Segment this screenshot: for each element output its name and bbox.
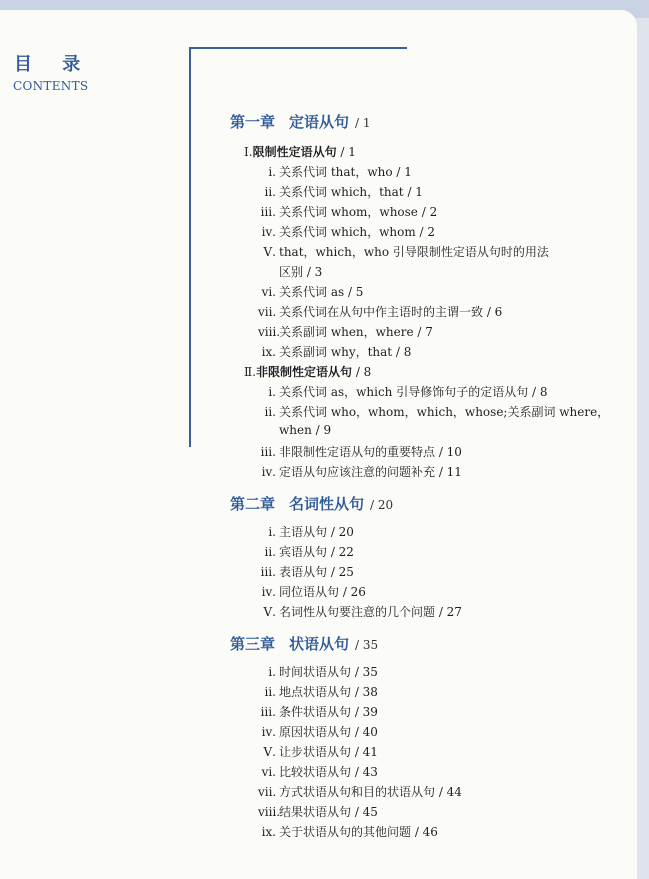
item-marker: ⅷ. xyxy=(258,805,281,819)
toc-item-continued xyxy=(279,423,331,437)
chapter-page: / 20 xyxy=(370,498,394,512)
item-marker: ⅳ. xyxy=(261,465,276,479)
item-marker: ⅱ. xyxy=(264,185,276,199)
toc-item[interactable] xyxy=(258,443,462,460)
item-text: 关系代词 who，whom，which，whose;关系副词 where， xyxy=(279,405,610,419)
item-marker: ⅰ. xyxy=(268,525,276,539)
item-marker: ⅰ. xyxy=(268,665,276,679)
item-marker: ⅶ. xyxy=(258,305,277,319)
item-text: 时间状语从句 / 35 xyxy=(279,665,378,679)
chapter-title: 状语从句 xyxy=(289,635,350,653)
chapter-number: 第三章 xyxy=(230,635,276,653)
section-page: / 8 xyxy=(355,365,372,379)
item-marker: ⅲ. xyxy=(260,705,276,719)
page-sheet xyxy=(0,10,637,879)
item-marker: ⅵ. xyxy=(261,765,276,779)
item-marker: Ⅴ. xyxy=(263,605,276,619)
contents-title: 目 录 xyxy=(14,54,93,75)
toc-item[interactable] xyxy=(258,323,433,340)
frame-top-rule xyxy=(189,47,407,49)
chapter-title: 名词性从句 xyxy=(289,495,365,513)
item-text: 表语从句 / 25 xyxy=(279,565,354,579)
toc-section[interactable] xyxy=(244,363,371,380)
item-text: 关系代词 as / 5 xyxy=(279,285,364,299)
toc-item[interactable] xyxy=(258,583,366,600)
toc-item[interactable] xyxy=(258,723,378,740)
contents-subtitle: CONTENTS xyxy=(13,79,89,93)
frame-left-rule xyxy=(189,47,191,447)
item-text: 非限制性定语从句的重要特点 / 10 xyxy=(279,445,462,459)
item-text: 关于状语从句的其他问题 / 46 xyxy=(279,825,438,839)
section-marker: Ⅰ. xyxy=(244,145,253,159)
toc-item-continued xyxy=(279,263,322,280)
item-marker: Ⅴ. xyxy=(263,245,276,259)
item-marker: ⅳ. xyxy=(261,225,276,239)
item-marker: ⅰ. xyxy=(268,385,276,399)
item-text: 定语从句应该注意的问题补充 / 11 xyxy=(279,465,462,479)
item-marker: ⅱ. xyxy=(264,685,276,699)
toc-item[interactable] xyxy=(258,163,412,180)
section-title: 非限制性定语从句 xyxy=(255,365,352,379)
chapter-number: 第一章 xyxy=(230,113,276,131)
toc-item[interactable] xyxy=(258,183,423,200)
item-marker: ⅲ. xyxy=(260,565,276,579)
toc-item[interactable] xyxy=(258,343,411,360)
item-marker: ⅳ. xyxy=(261,725,276,739)
item-marker: ⅷ. xyxy=(258,325,281,339)
item-text: 结果状语从句 / 45 xyxy=(279,805,378,819)
toc-chapter[interactable] xyxy=(230,633,378,654)
item-text: 同位语从句 / 26 xyxy=(279,585,366,599)
toc-item[interactable] xyxy=(258,803,378,820)
item-text: 关系代词 whom，whose / 2 xyxy=(279,205,438,219)
item-marker: ⅳ. xyxy=(261,585,276,599)
item-text: 名词性从句要注意的几个问题 / 27 xyxy=(279,605,462,619)
item-marker: Ⅴ. xyxy=(263,745,276,759)
item-text: 条件状语从句 / 39 xyxy=(279,705,378,719)
item-marker: ⅱ. xyxy=(264,405,276,419)
section-marker: Ⅱ. xyxy=(244,365,256,379)
toc-chapter[interactable] xyxy=(230,111,371,132)
item-text: when / 9 xyxy=(279,423,332,437)
item-marker: ⅲ. xyxy=(260,445,276,459)
toc-item[interactable] xyxy=(258,543,354,560)
item-marker: ⅲ. xyxy=(260,205,276,219)
chapter-title: 定语从句 xyxy=(289,113,350,131)
toc-item[interactable] xyxy=(258,223,435,240)
chapter-number: 第二章 xyxy=(230,495,276,513)
item-marker: ⅵ. xyxy=(261,285,276,299)
toc-item[interactable] xyxy=(258,603,462,620)
toc-item[interactable] xyxy=(258,243,549,260)
section-title: 限制性定语从句 xyxy=(252,145,337,159)
item-marker: ⅰ. xyxy=(268,165,276,179)
toc-item[interactable] xyxy=(258,383,548,400)
toc-item[interactable] xyxy=(258,523,354,540)
toc-section[interactable] xyxy=(244,143,356,160)
toc-item[interactable] xyxy=(258,743,378,760)
item-text: 关系代词 which，whom / 2 xyxy=(279,225,436,239)
item-marker: ⅸ. xyxy=(261,345,276,359)
item-text: 宾语从句 / 22 xyxy=(279,545,354,559)
item-text: 关系代词 which，that / 1 xyxy=(279,185,423,199)
toc-item[interactable] xyxy=(258,403,609,420)
item-text: 关系代词在从句中作主语时的主谓一致 / 6 xyxy=(279,305,503,319)
item-marker: ⅸ. xyxy=(261,825,276,839)
item-text: 地点状语从句 / 38 xyxy=(279,685,378,699)
toc-item[interactable] xyxy=(258,203,437,220)
item-marker: ⅶ. xyxy=(258,785,277,799)
item-text: 区别 / 3 xyxy=(279,265,323,279)
toc-item[interactable] xyxy=(258,683,378,700)
item-text: 比较状语从句 / 43 xyxy=(279,765,378,779)
toc-chapter[interactable] xyxy=(230,493,393,514)
item-text: 关系代词 that，who / 1 xyxy=(279,165,412,179)
item-text: 关系副词 why，that / 8 xyxy=(279,345,412,359)
item-text: 关系代词 as，which 引导修饰句子的定语从句 / 8 xyxy=(279,385,548,399)
item-text: 让步状语从句 / 41 xyxy=(279,745,378,759)
item-text: that，which，who 引导限制性定语从句时的用法 xyxy=(279,245,549,259)
item-text: 关系副词 when，where / 7 xyxy=(279,325,433,339)
toc-item[interactable] xyxy=(258,663,378,680)
item-text: 原因状语从句 / 40 xyxy=(279,725,378,739)
toc-item[interactable] xyxy=(258,783,462,800)
toc-item[interactable] xyxy=(258,303,502,320)
chapter-page: / 1 xyxy=(355,116,371,130)
toc-item[interactable] xyxy=(258,763,378,780)
section-page: / 1 xyxy=(340,145,356,159)
toc-item[interactable] xyxy=(258,563,354,580)
toc-item[interactable] xyxy=(258,703,378,720)
item-text: 主语从句 / 20 xyxy=(279,525,354,539)
toc-item[interactable] xyxy=(258,823,438,840)
toc-item[interactable] xyxy=(258,463,462,480)
item-marker: ⅱ. xyxy=(264,545,276,559)
item-text: 方式状语从句和目的状语从句 / 44 xyxy=(279,785,462,799)
chapter-page: / 35 xyxy=(355,638,379,652)
toc-item[interactable] xyxy=(258,283,363,300)
